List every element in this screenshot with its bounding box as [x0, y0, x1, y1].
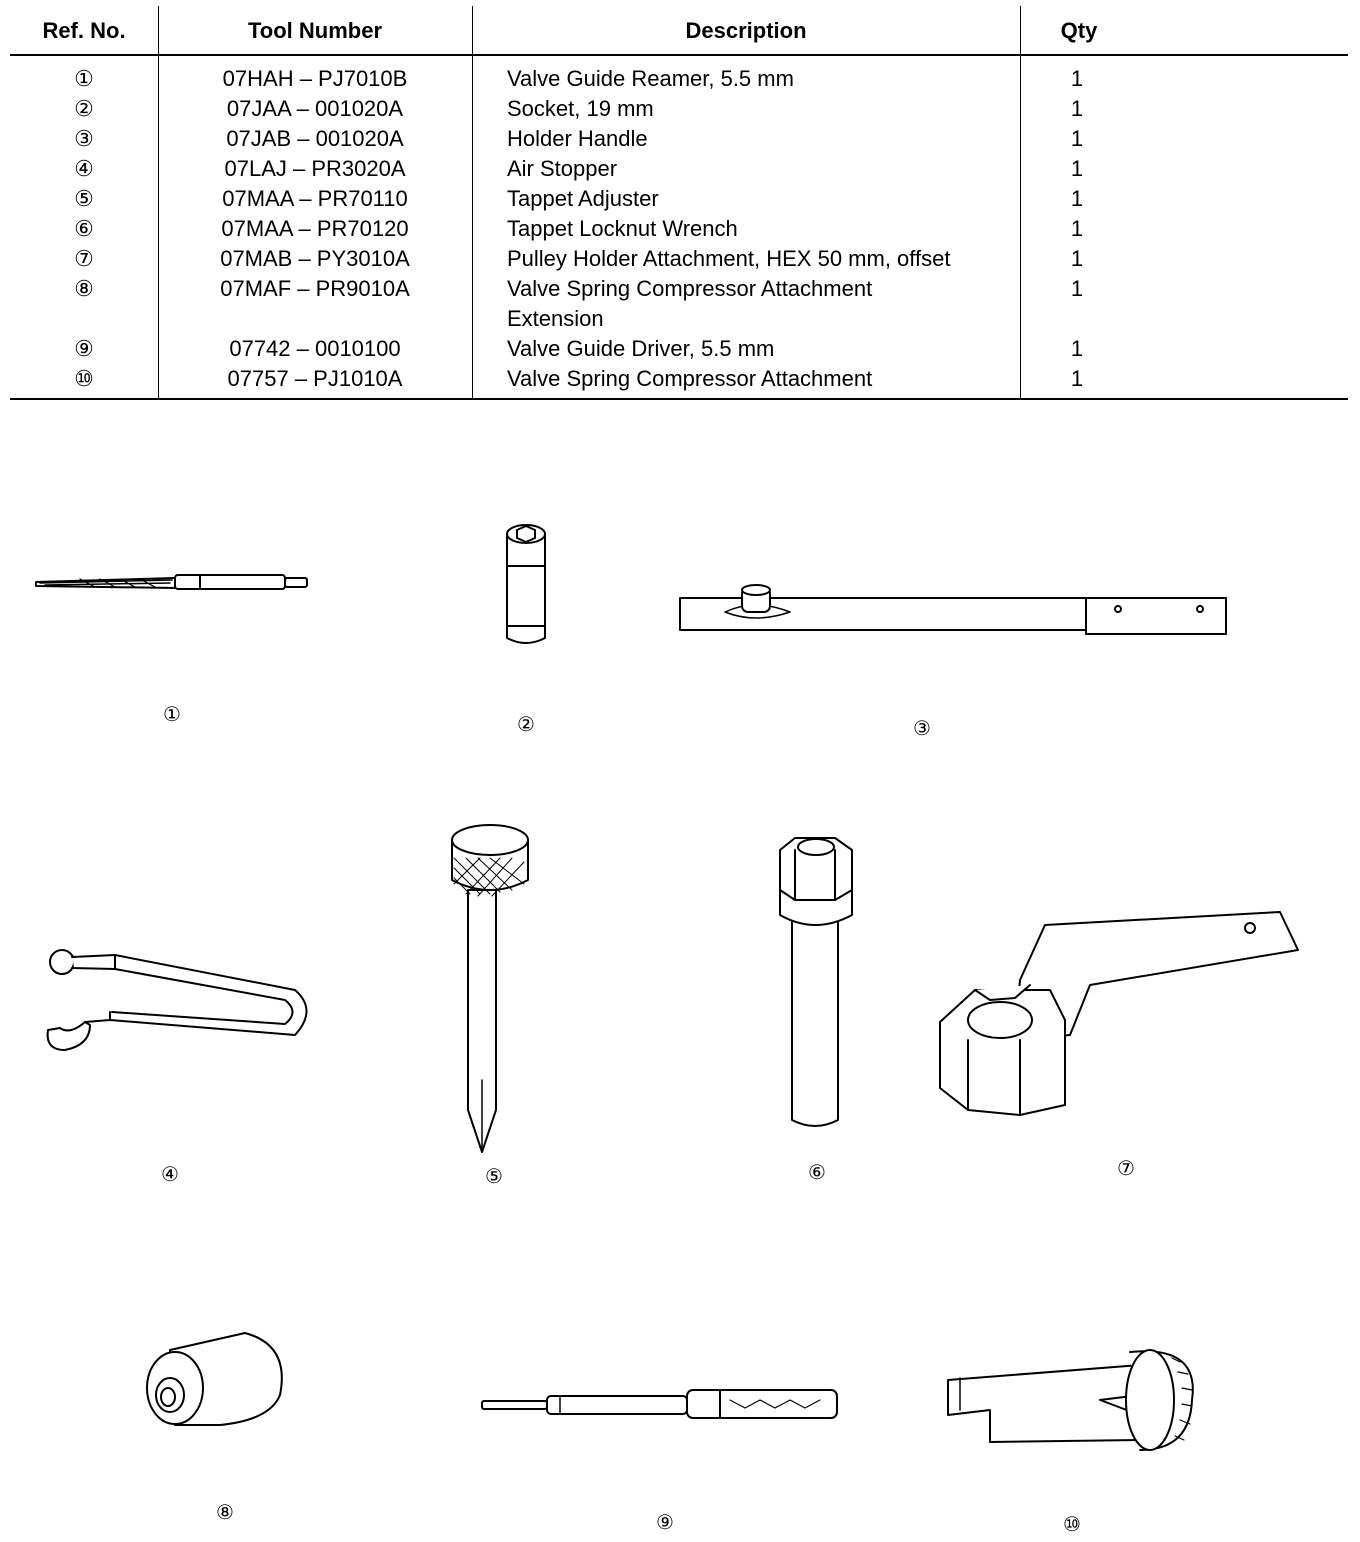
description-cell: Extension	[507, 306, 604, 331]
figure-label-1: ①	[163, 704, 181, 726]
qty-cell: 1	[1070, 96, 1084, 121]
figure-label-4: ④	[161, 1164, 179, 1186]
ref-cell: ③	[74, 126, 94, 151]
qty-cell: 1	[1070, 126, 1084, 151]
ref-cell: ②	[74, 96, 94, 121]
ref-cell: ⑩	[74, 366, 94, 391]
qty-cell: 1	[1070, 366, 1084, 391]
figure-label-3: ③	[913, 718, 931, 740]
tool-number-cell: 07LAJ – PR3020A	[224, 156, 406, 181]
ref-cell: ⑦	[74, 246, 94, 271]
tool-number-cell: 07MAA – PR70120	[221, 216, 409, 241]
figure-label-2: ②	[517, 714, 535, 736]
tappet-adjuster-icon	[452, 825, 528, 1152]
valve-guide-driver-icon	[482, 1390, 837, 1418]
compressor-attachment-extension-icon	[147, 1333, 282, 1425]
ref-cell: ⑤	[74, 186, 94, 211]
tool-number-cell: 07MAA – PR70110	[222, 186, 408, 211]
ref-cell: ④	[74, 156, 94, 181]
tappet-locknut-wrench-icon	[780, 838, 852, 1126]
header-tool-number: Tool Number	[247, 18, 383, 43]
tool-number-cell: 07MAB – PY3010A	[220, 246, 410, 271]
tool-number-cell: 07JAB – 001020A	[226, 126, 404, 151]
tool-number-cell: 07757 – PJ1010A	[227, 366, 403, 391]
qty-cell: 1	[1070, 246, 1084, 271]
tool-number-cell: 07HAH – PJ7010B	[222, 66, 408, 91]
pulley-holder-attachment-icon	[940, 912, 1298, 1115]
figure-label-10: ⑩	[1063, 1514, 1081, 1536]
figure-label-6: ⑥	[808, 1162, 826, 1184]
description-cell: Socket, 19 mm	[507, 96, 654, 121]
header-qty: Qty	[1060, 18, 1098, 43]
description-cell: Tappet Locknut Wrench	[507, 216, 738, 241]
description-cell: Pulley Holder Attachment, HEX 50 mm, offset	[507, 246, 951, 271]
qty-cell: 1	[1070, 276, 1084, 301]
qty-cell: 1	[1070, 156, 1084, 181]
description-cell: Valve Guide Reamer, 5.5 mm	[507, 66, 794, 91]
tool-number-cell: 07742 – 0010100	[229, 336, 401, 361]
ref-cell: ⑥	[74, 216, 94, 241]
figure-label-5: ⑤	[485, 1166, 503, 1188]
qty-cell: 1	[1070, 186, 1084, 211]
holder-handle-icon	[680, 585, 1226, 634]
qty-cell: 1	[1070, 336, 1084, 361]
description-cell: Holder Handle	[507, 126, 648, 151]
socket-icon	[507, 525, 545, 643]
description-cell: Valve Guide Driver, 5.5 mm	[507, 336, 775, 361]
ref-cell: ⑨	[74, 336, 94, 361]
qty-cell: 1	[1070, 66, 1084, 91]
figure-label-9: ⑨	[656, 1512, 674, 1534]
description-cell: Valve Spring Compressor Attachment	[507, 276, 873, 301]
tool-number-cell: 07JAA – 001020A	[226, 96, 404, 121]
description-cell: Valve Spring Compressor Attachment	[507, 366, 873, 391]
ref-cell: ⑧	[74, 276, 94, 301]
ref-cell: ①	[74, 66, 94, 91]
description-cell: Air Stopper	[507, 156, 618, 181]
figure-label-7: ⑦	[1117, 1158, 1135, 1180]
description-cell: Tappet Adjuster	[507, 186, 659, 211]
qty-cell: 1	[1070, 216, 1084, 241]
valve-spring-compressor-attachment-icon	[948, 1350, 1193, 1450]
header-ref: Ref. No.	[42, 18, 126, 43]
header-description: Description	[685, 18, 807, 43]
valve-guide-reamer-icon	[36, 575, 307, 589]
tool-number-cell: 07MAF – PR9010A	[220, 276, 410, 301]
air-stopper-icon	[48, 950, 307, 1050]
figure-label-8: ⑧	[216, 1502, 234, 1524]
